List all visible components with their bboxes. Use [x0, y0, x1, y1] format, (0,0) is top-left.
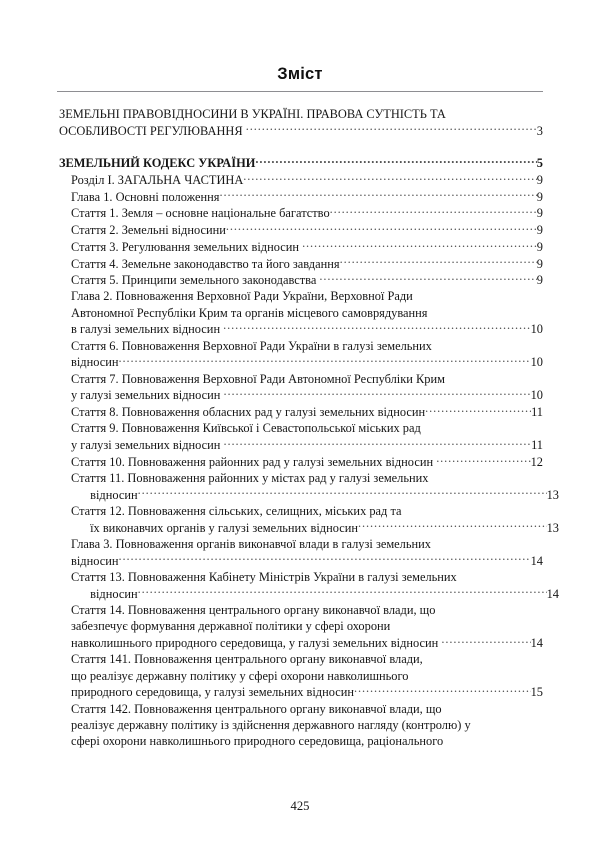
toc-entry[interactable]	[59, 503, 559, 536]
toc-entry-line	[59, 155, 543, 172]
toc-spacer	[59, 139, 543, 155]
toc-page-number: 9	[536, 173, 543, 188]
dot-leader	[226, 222, 537, 234]
toc-page-number: 9	[536, 223, 543, 238]
dot-leader	[223, 321, 530, 333]
toc-entry-text: відносин	[71, 355, 119, 370]
toc-entry-text: забезпечує формування державної політики у сфері охорони	[71, 619, 391, 634]
toc-entry-text: Стаття 14. Повноваження центрального органу виконавчої влади, що	[71, 603, 436, 618]
toc-page-number: 14	[530, 636, 543, 651]
toc-entry[interactable]	[59, 453, 543, 470]
dot-leader	[219, 188, 536, 200]
toc-entry-line	[71, 404, 543, 421]
dot-leader	[354, 684, 531, 696]
dot-leader	[330, 205, 537, 217]
toc-page-number: 11	[531, 438, 543, 453]
dot-leader	[224, 387, 531, 399]
toc-entry-text: відносин	[87, 586, 138, 601]
toc-entry-text: Стаття 10. Повноваження районних рад у галузі земельних відносин	[71, 454, 437, 469]
dot-leader	[119, 354, 531, 366]
toc-entry[interactable]	[59, 288, 543, 337]
toc-entry[interactable]	[59, 272, 543, 289]
toc-entry-line	[71, 272, 543, 289]
toc-entry-line	[71, 585, 559, 602]
toc-page-number: 9	[536, 239, 543, 254]
toc-page-number: 5	[536, 156, 543, 171]
toc-page-number: 12	[530, 454, 543, 469]
toc-entry-text: Розділ І. ЗАГАЛЬНА ЧАСТИНА	[71, 173, 244, 188]
toc-page-number: 10	[530, 355, 543, 370]
toc-entry[interactable]	[59, 569, 559, 602]
toc-page-number: 10	[530, 388, 543, 403]
header-divider	[57, 91, 543, 92]
toc-entry-line	[71, 519, 559, 536]
page-number: 425	[290, 799, 310, 813]
toc-entry[interactable]	[59, 338, 543, 371]
toc-entry-line	[71, 354, 543, 371]
toc-entry-text: Стаття 13. Повноваження Кабінету Міністрів України в галузі земельних	[71, 570, 457, 585]
toc-entry-line	[71, 222, 543, 239]
dot-leader	[358, 519, 547, 531]
toc-page-number: 15	[530, 685, 543, 700]
toc-entry-text: Стаття 5. Принципи земельного законодавства	[71, 273, 320, 288]
toc-entry[interactable]	[59, 420, 543, 453]
toc-page-number: 14	[546, 586, 559, 601]
dot-leader	[340, 255, 537, 267]
toc-entry-text: навколишнього природного середовища, у галузі земельних відносин	[71, 636, 442, 651]
toc-entry-text: сфері охорони навколишнього природного середовища, раціонального	[71, 734, 444, 749]
dot-leader	[425, 404, 531, 416]
toc-entry-text: Глава 1. Основні положення	[71, 189, 220, 204]
toc-entry-text: Стаття 141. Повноваження центрального органу виконавчої влади,	[71, 652, 423, 667]
toc-entry-text: ЗЕМЕЛЬНИЙ КОДЕКС УКРАЇНИ	[59, 156, 256, 171]
toc-entry[interactable]	[59, 470, 559, 503]
toc-entry[interactable]	[59, 238, 543, 255]
toc-page-number: 14	[530, 553, 543, 568]
toc-entry-text: Глава 2. Повноваження Верховної Ради України, Верховної Ради	[71, 289, 413, 304]
toc-page-number: 9	[536, 273, 543, 288]
toc-entry-text: Стаття 2. Земельні відносини	[71, 223, 226, 238]
toc-entry-text: в галузі земельних відносин	[71, 322, 224, 337]
toc-page-number: 13	[546, 520, 559, 535]
page-title: Зміст	[277, 65, 323, 83]
table-of-contents	[59, 106, 559, 749]
toc-entry-line	[71, 205, 543, 222]
toc-entry[interactable]	[59, 404, 543, 421]
toc-entry[interactable]	[59, 602, 543, 651]
toc-entry[interactable]	[59, 106, 543, 139]
toc-entry-line	[71, 387, 543, 404]
toc-page-number: 11	[531, 405, 543, 420]
toc-entry-text: відносин	[87, 487, 138, 502]
toc-entry[interactable]	[59, 155, 543, 172]
toc-entry-text: у галузі земельних відносин	[71, 438, 224, 453]
toc-page-number: 10	[530, 322, 543, 337]
toc-entry-text: Глава 3. Повноваження органів виконавчої влади в галузі земельних	[71, 537, 431, 552]
dot-leader	[255, 155, 536, 167]
toc-entry-text: Автономної Республіки Крим та органів місцевого самоврядування	[71, 305, 428, 320]
toc-entry-text: Стаття 7. Повноваження Верховної Ради Автономної Республіки Крим	[71, 371, 445, 386]
toc-entry-text: реалізує державну політику із здійснення державного нагляду (контролю) у	[71, 717, 471, 732]
toc-entry-text: Стаття 142. Повноваження центрального органу виконавчої влади, що	[71, 701, 442, 716]
dot-leader	[246, 122, 537, 134]
toc-page-number: 3	[536, 123, 543, 138]
toc-entry[interactable]	[59, 222, 543, 239]
toc-entry[interactable]	[59, 371, 543, 404]
dot-leader	[119, 552, 531, 564]
toc-entry-text: Стаття 6. Повноваження Верховної Ради України в галузі земельних	[71, 338, 432, 353]
toc-entry-text: у галузі земельних відносин	[71, 388, 224, 403]
toc-page-number: 9	[536, 189, 543, 204]
toc-entry[interactable]	[59, 701, 543, 750]
toc-page-number: 9	[536, 206, 543, 221]
toc-entry-line	[71, 684, 543, 701]
toc-entry-text: відносин	[71, 553, 119, 568]
toc-page-number: 13	[546, 487, 559, 502]
toc-entry-line	[71, 255, 543, 272]
toc-entry[interactable]	[59, 172, 543, 189]
toc-entry-line	[71, 238, 543, 255]
toc-entry-text: Стаття 3. Регулювання земельних відносин	[71, 239, 303, 254]
toc-entry-text: їх виконавчих органів у галузі земельних відносин	[87, 520, 358, 535]
toc-entry[interactable]	[59, 255, 543, 272]
toc-entry-text: ЗЕМЕЛЬНІ ПРАВОВІДНОСИНИ В УКРАЇНІ. ПРАВОВА СУТНІСТЬ ТА	[59, 107, 446, 121]
dot-leader	[319, 272, 536, 284]
toc-entry[interactable]	[59, 536, 543, 569]
dot-leader	[441, 635, 530, 647]
toc-entry-line	[71, 321, 543, 338]
toc-entry-line	[59, 122, 543, 139]
toc-entry-text: Стаття 9. Повноваження Київської і Севастопольської міських рад	[71, 421, 421, 436]
toc-entry-line	[71, 437, 543, 454]
dot-leader	[224, 437, 532, 449]
toc-entry-text: Стаття 1. Земля – основне національне багатство	[71, 206, 330, 221]
toc-entry-text: ОСОБЛИВОСТІ РЕГУЛЮВАННЯ	[59, 123, 246, 138]
toc-page-number: 9	[536, 256, 543, 271]
toc-entry-text: Стаття 11. Повноваження районних у містах рад у галузі земельних	[71, 471, 429, 486]
toc-entry-line	[71, 635, 543, 652]
toc-entry-text: Стаття 8. Повноваження обласних рад у галузі земельних відносин	[71, 405, 426, 420]
toc-entry-text: природного середовища, у галузі земельних відносин	[71, 685, 354, 700]
toc-entry-line	[71, 486, 559, 503]
toc-entry[interactable]	[59, 651, 543, 700]
toc-entry-line	[71, 188, 543, 205]
toc-entry[interactable]	[59, 205, 543, 222]
toc-entry-text: Стаття 4. Земельне законодавство та його завдання	[71, 256, 340, 271]
document-header	[57, 64, 543, 92]
toc-entry-line	[71, 552, 543, 569]
dot-leader	[436, 453, 530, 465]
toc-entry-text: Стаття 12. Повноваження сільських, селищних, міських рад та	[71, 504, 402, 519]
dot-leader	[302, 238, 537, 250]
dot-leader	[138, 486, 547, 498]
dot-leader	[138, 585, 547, 597]
dot-leader	[243, 172, 537, 184]
toc-entry-text: що реалізує державну політику у сфері охорони навколишнього	[71, 668, 409, 683]
toc-entry[interactable]	[59, 188, 543, 205]
toc-entry-line	[71, 172, 543, 189]
toc-entry-line	[71, 453, 543, 470]
